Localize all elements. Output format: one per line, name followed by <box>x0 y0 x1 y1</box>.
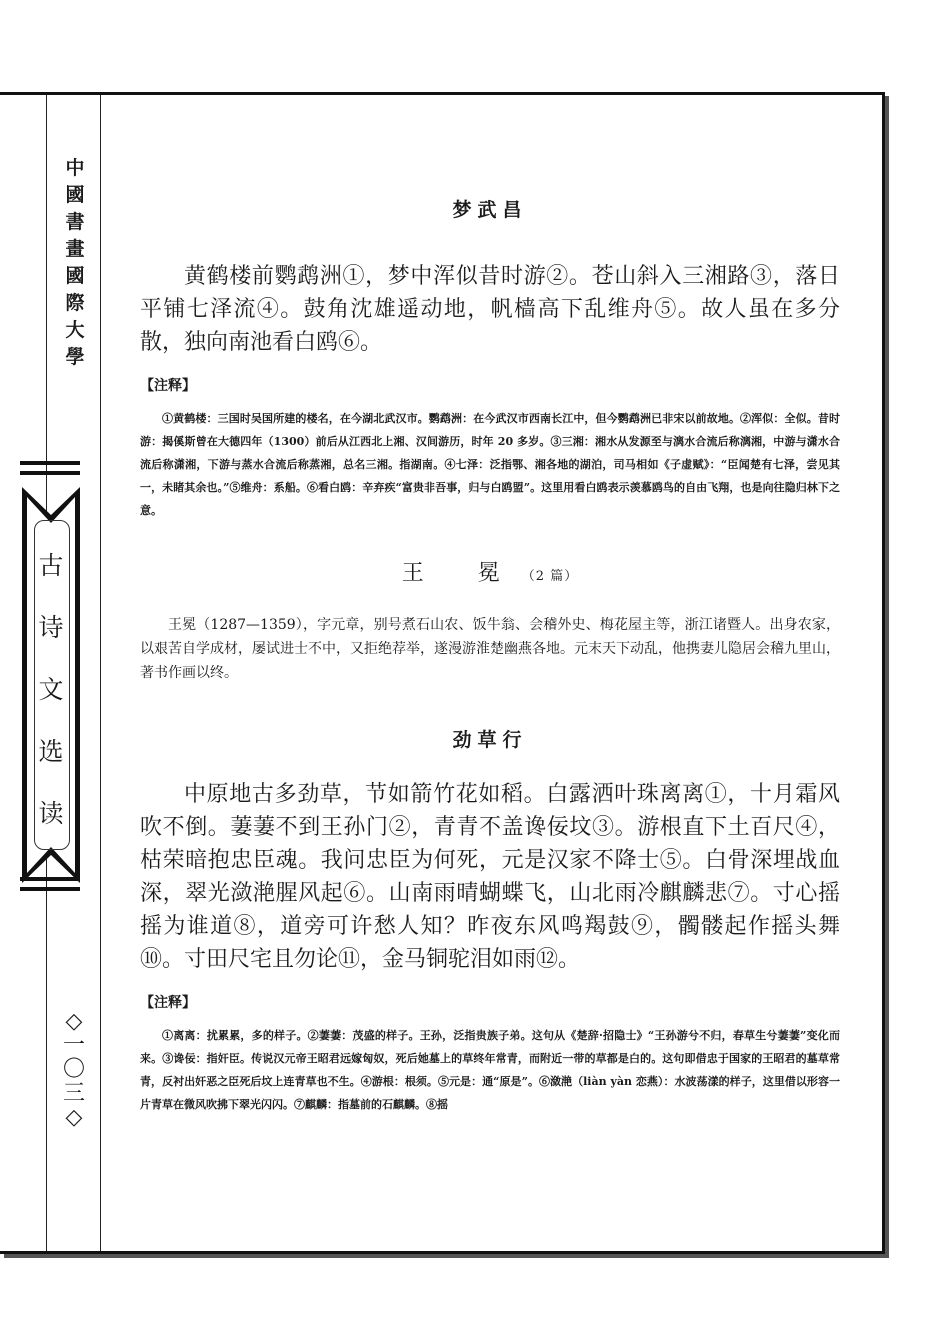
poem-title: 梦武昌 <box>452 199 528 221</box>
page-number-char: ◇ <box>65 1009 83 1034</box>
notes-heading: 【注释】 <box>140 995 196 1011</box>
book-title <box>34 535 68 845</box>
decor-bar-top-1 <box>20 461 80 465</box>
page-number <box>56 1010 92 1130</box>
series-char: 學 <box>65 346 85 368</box>
book-title-char: 诗 <box>38 613 64 642</box>
sidebar <box>0 95 100 1251</box>
series-char: 中 <box>65 157 85 179</box>
notes-text: ①黄鹤楼：三国时吴国所建的楼名，在今湖北武汉市。鹦鹉洲：在今武汉市西南长江中，但今鹦鹉洲已非宋以前故地。②浑似：全似。昔时游：揭傒斯曾在大德四年（1300）前后从江西北上湘、汉间游历，时年 20 多岁。③三湘：湘水从发源至与漓水合流后称漓湘，中游与潇水合流后称潇湘，下游与蒸水合流后称蒸湘，总名三湘。指湖南。④七泽：泛指鄂、湘各地的湖泊，司马相如《子虚赋》：“臣闻楚有七泽，尝见其一，未睹其余也。”⑤维舟：系船。⑥看白鸥：辛弃疾“富贵非吾事，归与白鸥盟”。这里用看白鸥表示羡慕鸥鸟的自由飞翔，也是向往隐归林下之意。 <box>140 412 840 517</box>
series-char: 際 <box>65 292 85 314</box>
series-char: 大 <box>65 319 85 341</box>
book-title-char: 读 <box>38 799 64 828</box>
author-name: 王 冕 <box>401 561 516 586</box>
series-char: 書 <box>65 211 85 233</box>
poem-text: 黄鹤楼前鹦鹉洲①，梦中浑似昔时游②。苍山斜入三湘路③，落日平铺七泽流④。鼓角沈雄遥动地，帆樯高下乱维舟⑤。故人虽在多分散，独向南池看白鸥⑥。 <box>140 264 840 355</box>
book-title-char: 选 <box>38 737 64 766</box>
author-bio: 王冕（1287—1359），字元章，别号煮石山农、饭牛翁、会稽外史、梅花屋主等，浙江诸暨人。出身农家，以艰苦自学成材，屡试进士不中，又拒绝荐举，遂漫游淮楚幽燕各地。元末天下动乱，他携妻儿隐居会稽九里山，著书作画以终。 <box>140 617 840 681</box>
page-number-char: 一 <box>62 1033 85 1058</box>
decor-bar-bottom-1 <box>20 877 80 881</box>
book-title-char: 古 <box>38 551 64 580</box>
poem-text: 中原地古多劲草，节如箭竹花如稻。白露洒叶珠离离①，十月霜风吹不倒。萋萋不到王孙门②，青青不盖谗佞坟③。游根直下土百尺④，枯荣暗抱忠臣魂。我问忠臣为何死，元是汉家不降士⑤。白骨深埋战血深，翠光潋滟腥风起⑥。山南雨晴蝴蝶飞，山北雨冷麒麟悲⑦。寸心摇摇为谁道⑧，道旁可许愁人知？昨夜东风鸣羯鼓⑨，髑髅起作摇头舞⑩。寸田尺宅且勿论⑪，金马铜驼泪如雨⑫。 <box>140 782 840 972</box>
page-number-char: 〇 <box>62 1057 85 1082</box>
poem-title: 劲草行 <box>452 729 528 751</box>
decor-bar-bottom-2 <box>20 887 80 891</box>
page-number-char: 三 <box>62 1081 85 1106</box>
page-number-char: ◇ <box>65 1105 83 1130</box>
notes-text: ①离离：扰累累，多的样子。②萋萋：茂盛的样子。王孙，泛指贵族子弟。这句从《楚辞·招隐士》“王孙游兮不归，春草生兮萋萋”变化而来。③谗佞：指奸臣。传说汉元帝王昭君远嫁匈奴，死后她墓上的草终年常青，而附近一带的草都是白的。这句即借忠于国家的王昭君的墓草常青，反衬出奸恶之臣死后坟上连青草也不生。④游根：根须。⑤元是：通“原是”。⑥潋滟（liàn yàn 恋燕）：水波荡漾的样子，这里借以形容一片青草在微风吹拂下翠光闪闪。⑦麒麟：指墓前的石麒麟。⑧摇 <box>140 1029 840 1111</box>
series-char: 畫 <box>65 238 85 260</box>
series-title <box>58 155 92 371</box>
series-char: 國 <box>65 265 85 287</box>
notes-heading: 【注释】 <box>140 378 196 394</box>
sidebar-rule-right <box>100 95 101 1251</box>
author-count: （2 篇） <box>521 569 579 584</box>
book-title-char: 文 <box>38 675 64 704</box>
series-char: 國 <box>65 184 85 206</box>
author-heading <box>140 556 840 587</box>
main-content <box>140 195 840 1116</box>
decor-bar-top-2 <box>20 471 80 475</box>
